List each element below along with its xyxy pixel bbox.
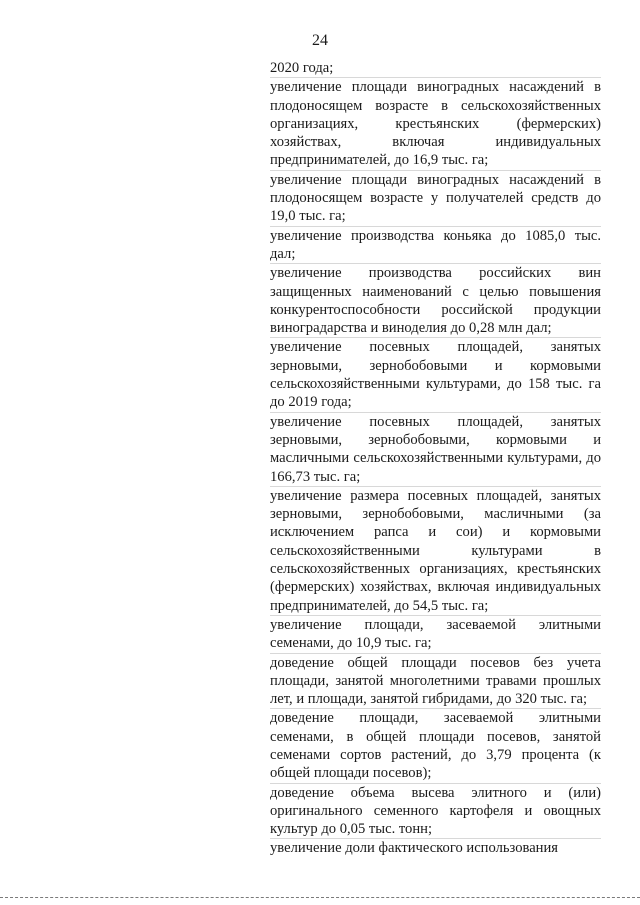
paragraph: увеличение посевных площадей, занятых зерновыми, зернобобовыми и кормовыми сельскохозяйственными культурами, до 158 тыс. га до 2019 года;: [270, 339, 601, 411]
paragraph: увеличение посевных площадей, занятых зерновыми, зернобобовыми, кормовыми и масличными сельскохозяйственными культурами, до 166,73 тыс. га;: [270, 413, 601, 485]
paragraph: увеличение производства коньяка до 1085,0 тыс. дал;: [270, 227, 601, 262]
paragraph: доведение объема высева элитного и (или) оригинального семенного картофеля и овощных культур до 0,05 тыс. тонн;: [270, 784, 601, 838]
paragraph: увеличение доли фактического использования: [270, 838, 601, 857]
paragraph: 2020 года;: [270, 60, 334, 76]
paragraph: увеличение производства российских вин защищенных наименований с целью повышения конкурентоспособности российской продукции виноградарства и виноделия до 0,28 млн дал;: [270, 265, 601, 337]
paragraph: увеличение площади виноградных насаждений в плодоносящем возрасте в сельскохозяйственных организациях, крестьянских (фермерских) хозяйствах, включая индивидуальных предпринимателей, до 16,9 тыс. га;: [270, 79, 601, 169]
paragraph: увеличение площади виноградных насаждений в плодоносящем возрасте у получателей средств до 19,0 тыс. га;: [270, 171, 601, 225]
paragraph: доведение общей площади посевов без учета площади, занятой многолетними травами прошлых лет, и площади, занятой гибридами, до 320 тыс. га;: [270, 654, 601, 708]
paragraph: доведение площади, засеваемой элитными семенами, в общей площади посевов, занятой семенами сортов растений, до 3,79 процента (к общей площади посевов);: [270, 710, 601, 782]
page-number: 24: [312, 32, 328, 49]
paragraph: увеличение площади, засеваемой элитными семенами, до 10,9 тыс. га;: [270, 616, 601, 652]
scan-edge-rule: [0, 897, 640, 898]
body-text: [270, 59, 601, 858]
paragraph: увеличение размера посевных площадей, занятых зерновыми, зернобобовыми, масличными (за исключением рапса и сои) и кормовыми сельскохозяйственными культурами в сельскохозяйственных организациях, крестьянских (фермерских) хозяйствах, включая индивидуальных предпринимателей, до 54,5 тыс. га;: [270, 487, 601, 614]
